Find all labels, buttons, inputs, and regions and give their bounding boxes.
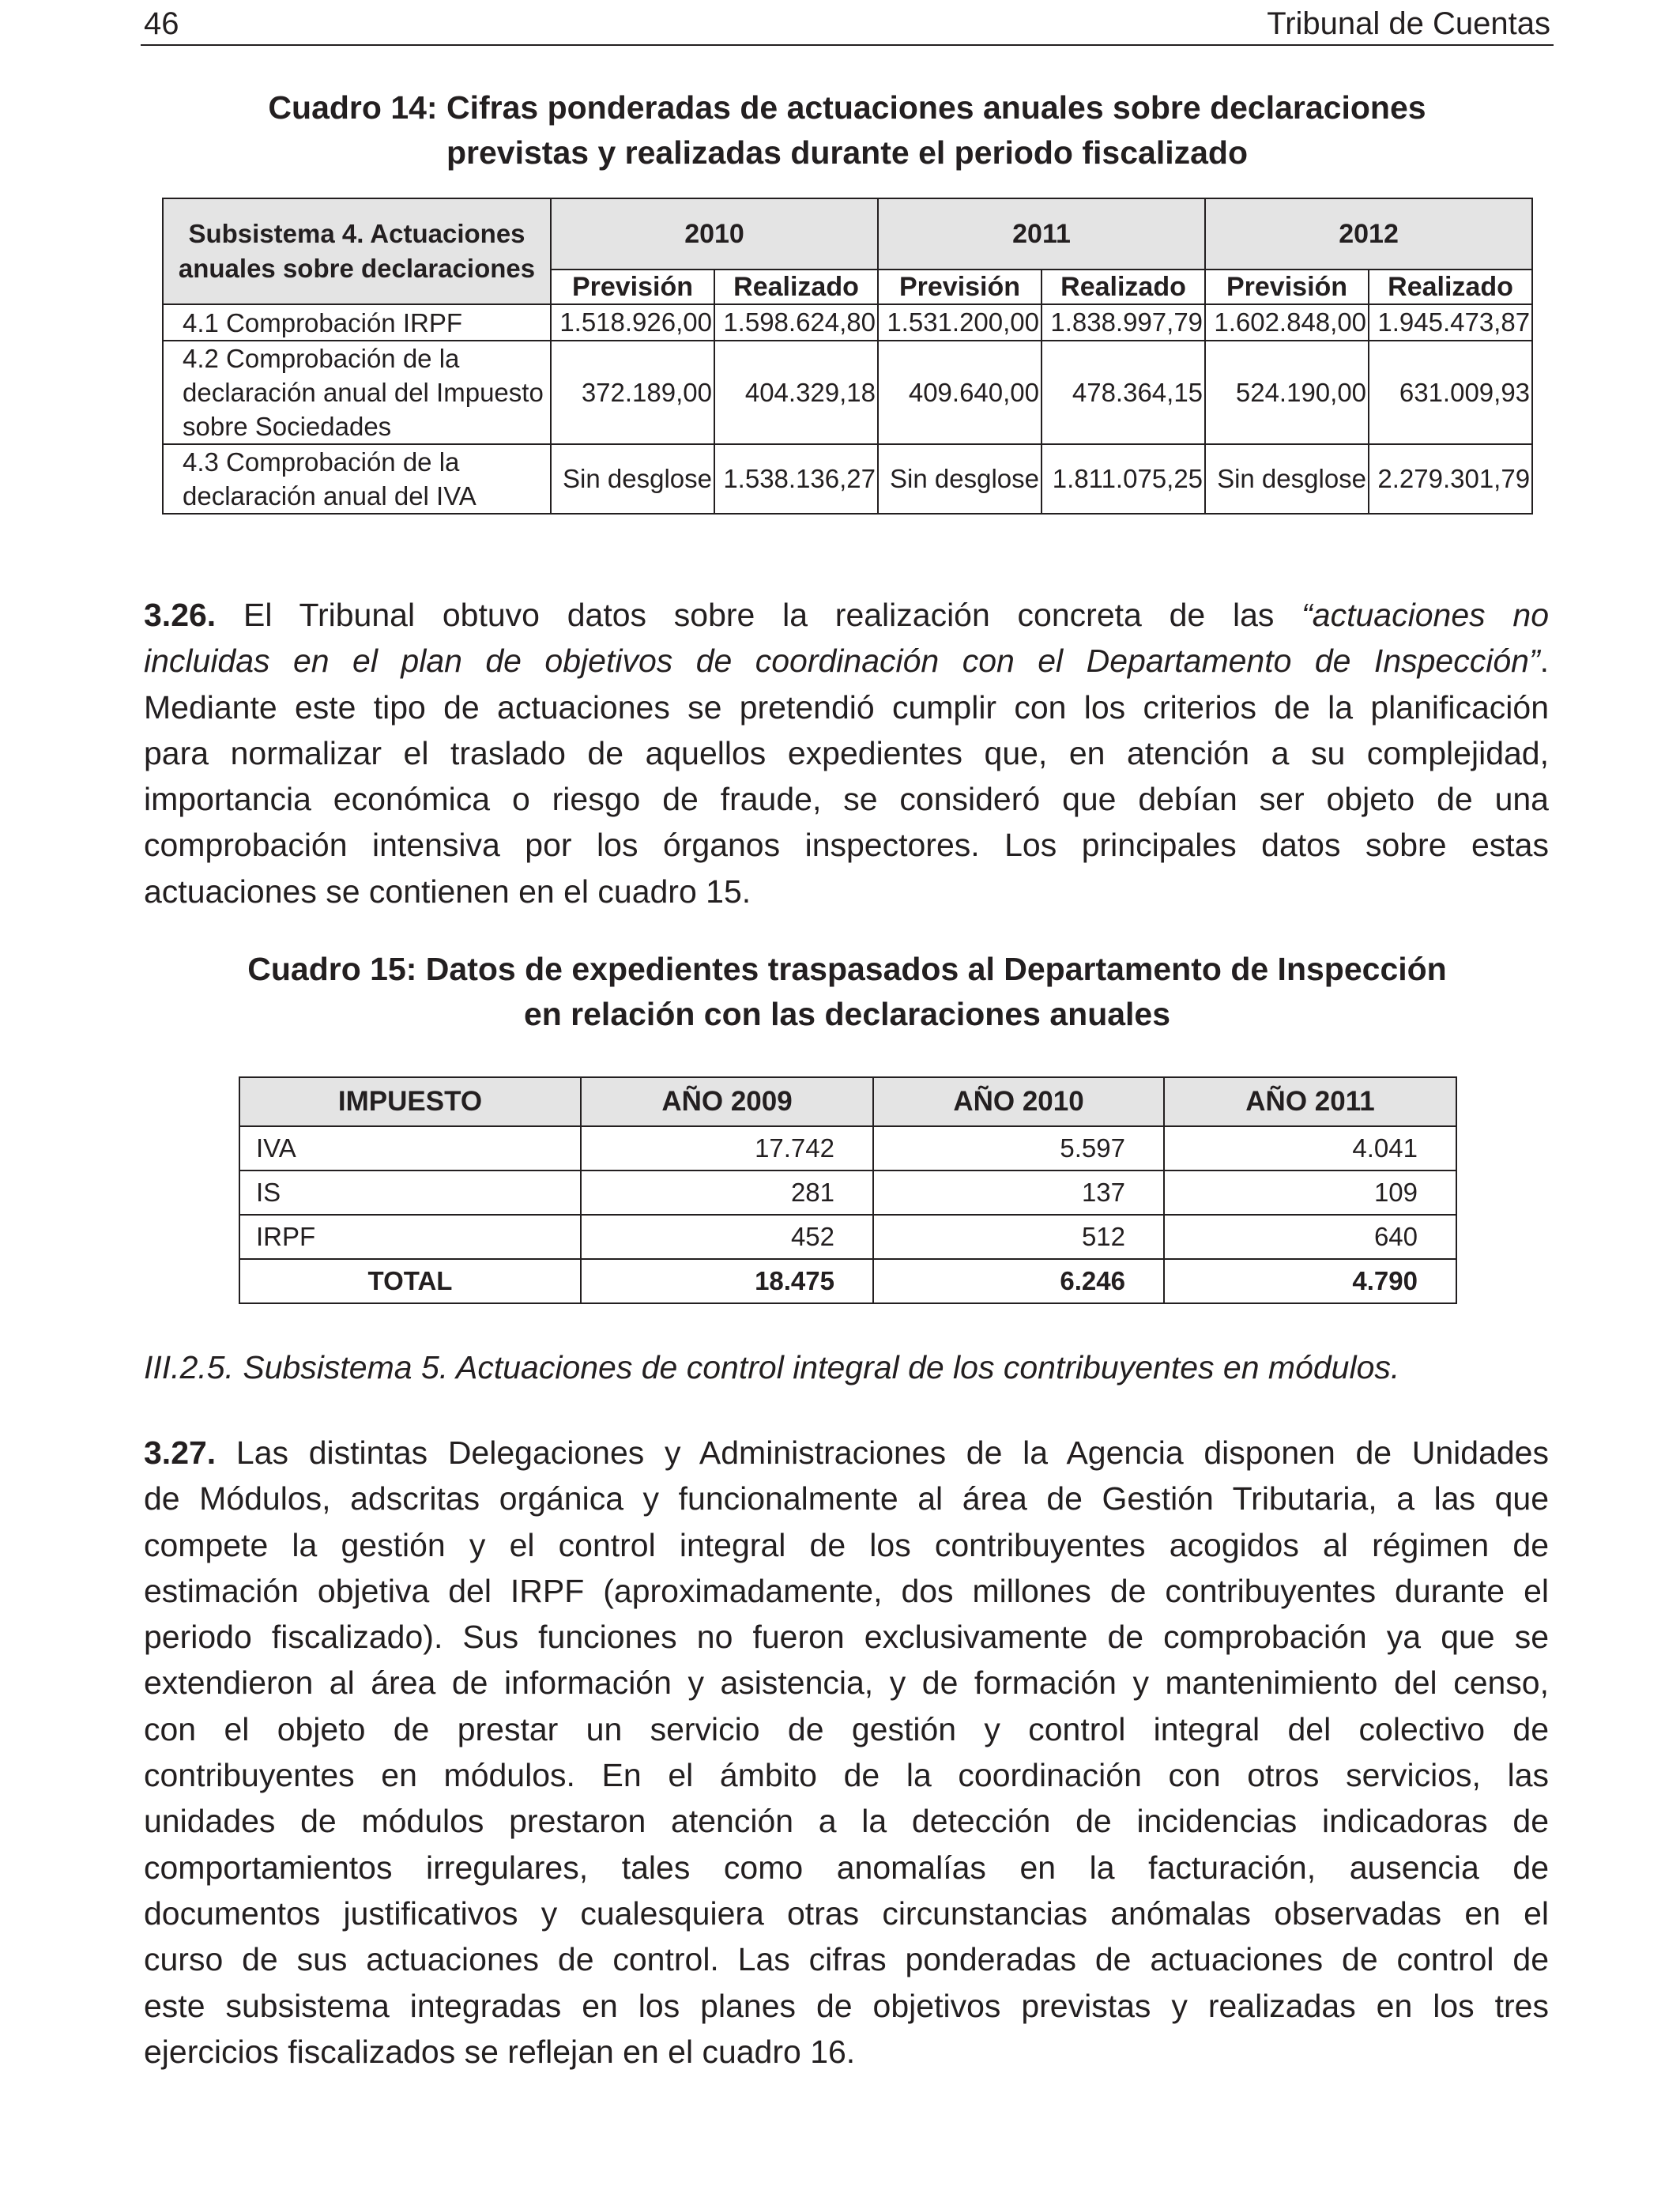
table14-row: [163, 341, 1532, 444]
table14-row-header-line2: anuales sobre declaraciones: [178, 254, 536, 283]
table14-col-header: Realizado: [714, 270, 878, 304]
text-line: periodo fiscalizado). Sus funciones no fueron exclusivamente de comprobación ya que se: [144, 1619, 1549, 1656]
text-line: actuaciones se contienen en el cuadro 15.: [144, 873, 751, 910]
table14-cell: Sin desglose: [1205, 444, 1369, 514]
text-line: con el objeto de prestar un servicio de gestión y control integral del colectivo de: [144, 1710, 1549, 1747]
table14-cell: Sin desglose: [878, 444, 1042, 514]
table15-total-label: TOTAL: [239, 1259, 581, 1303]
table15-col-header: AÑO 2009: [581, 1077, 873, 1126]
table15-caption: [141, 947, 1554, 1037]
table14-caption: [141, 85, 1554, 175]
table15-cell: 512: [873, 1215, 1164, 1259]
table14-col-header: Realizado: [1369, 270, 1532, 304]
text-line: estimación objetiva del IRPF (aproximadamente, dos millones de contribuyentes durante el: [144, 1572, 1549, 1609]
table14-cell: 1.945.473,87: [1369, 304, 1532, 341]
row-label-line: 4.3 Comprobación de la: [183, 447, 460, 477]
table15-cell: 109: [1164, 1171, 1456, 1215]
text-line: de Módulos, adscritas orgánica y funcionalmente al área de Gestión Tributaria, a las que: [144, 1480, 1549, 1517]
table14-cell: 1.602.848,00: [1205, 304, 1369, 341]
table15-total-cell: 6.246: [873, 1259, 1164, 1303]
table15-cell: 4.041: [1164, 1126, 1456, 1171]
table15-row: [239, 1215, 1456, 1259]
table15-cell: 137: [873, 1171, 1164, 1215]
table14-cell: 631.009,93: [1369, 341, 1532, 444]
table15-total-cell: 18.475: [581, 1259, 873, 1303]
row-label-line: 4.2 Comprobación de la: [183, 344, 460, 373]
table14-row-header: [163, 198, 551, 304]
table15-row-label: IRPF: [239, 1215, 581, 1259]
table14-cell: 1.538.136,27: [714, 444, 878, 514]
row-label-line: sobre Sociedades: [183, 412, 392, 441]
table15-col-header: IMPUESTO: [239, 1077, 581, 1126]
table14-cell: 1.531.200,00: [878, 304, 1042, 341]
quoted-text: “actuaciones no: [1301, 597, 1549, 633]
text-line: curso de sus actuaciones de control. Las cifras ponderadas de actuaciones de control de: [144, 1941, 1549, 1978]
table15-row-label: IVA: [239, 1126, 581, 1171]
row-label-line: 4.1 Comprobación IRPF: [183, 307, 462, 337]
header-rule: [141, 44, 1554, 46]
table14-cell: 404.329,18: [714, 341, 878, 444]
table14-cell: 2.279.301,79: [1369, 444, 1532, 514]
text-line: unidades de módulos prestaron atención a la detección de incidencias indicadoras de: [144, 1803, 1549, 1840]
table15: [239, 1076, 1457, 1304]
table14-row-label: [163, 444, 551, 514]
text-span: Las distintas Delegaciones y Administraciones de la Agencia disponen de Unidades: [235, 1434, 1549, 1471]
paragraph-number: 3.26.: [144, 597, 217, 633]
table14-col-header: Previsión: [551, 270, 714, 304]
text-span: .: [1539, 643, 1549, 680]
table14-row: [163, 444, 1532, 514]
paragraph-3-26: [144, 592, 1549, 914]
quoted-text: incluidas en el plan de objetivos de coordinación con el Departamento de Inspección”: [144, 643, 1540, 680]
table14-cell: 1.598.624,80: [714, 304, 878, 341]
row-label-line: declaración anual del IVA: [183, 481, 477, 511]
row-label-line: declaración anual del Impuesto: [183, 378, 544, 407]
table14-cell: 1.518.926,00: [551, 304, 714, 341]
text-line: para normalizar el traslado de aquellos expedientes que, en atención a su complejidad,: [144, 734, 1549, 771]
table15-total-cell: 4.790: [1164, 1259, 1456, 1303]
table14-cell: Sin desglose: [551, 444, 714, 514]
table15-cell: 17.742: [581, 1126, 873, 1171]
text-span: El Tribunal obtuvo datos sobre la realización concreta de las: [243, 597, 1302, 633]
table15-row: [239, 1171, 1456, 1215]
table14-row-label: [163, 304, 551, 341]
table15-cell: 452: [581, 1215, 873, 1259]
table15-col-header: AÑO 2011: [1164, 1077, 1456, 1126]
table15-col-header: AÑO 2010: [873, 1077, 1164, 1126]
table14-col-header: Realizado: [1042, 270, 1205, 304]
table14-col-header: Previsión: [1205, 270, 1369, 304]
table14-year-header: 2010: [551, 198, 878, 270]
table15-row-label: IS: [239, 1171, 581, 1215]
section-heading: III.2.5. Subsistema 5. Actuaciones de control integral de los contribuyentes en módulos.: [144, 1349, 1400, 1385]
text-line: contribuyentes en módulos. En el ámbito de la coordinación con otros servicios, las: [144, 1757, 1549, 1794]
text-line: compete la gestión y el control integral de los contribuyentes acogidos al régimen de: [144, 1526, 1549, 1563]
table14-row-header-line1: Subsistema 4. Actuaciones: [188, 219, 525, 248]
page-number: 46: [144, 6, 179, 41]
table14-cell: 372.189,00: [551, 341, 714, 444]
table14-cell: 409.640,00: [878, 341, 1042, 444]
table15-cell: 640: [1164, 1215, 1456, 1259]
text-line: Mediante este tipo de actuaciones se pretendió cumplir con los criterios de la planificación: [144, 688, 1549, 726]
text-line: este subsistema integradas en los planes de objetivos previstas y realizadas en los tres: [144, 1987, 1549, 2024]
table14-cell: 1.811.075,25: [1042, 444, 1205, 514]
text-line: importancia económica o riesgo de fraude, se consideró que debían ser objeto de una: [144, 781, 1549, 818]
table14: [162, 198, 1533, 515]
table14-cell: 524.190,00: [1205, 341, 1369, 444]
table14-caption-line1: Cuadro 14: Cifras ponderadas de actuaciones anuales sobre declaraciones: [268, 89, 1426, 126]
table14-cell: 1.838.997,79: [1042, 304, 1205, 341]
paragraph-number: 3.27.: [144, 1434, 217, 1471]
table14-caption-line2: previstas y realizadas durante el periodo fiscalizado: [446, 134, 1248, 171]
running-title: Tribunal de Cuentas: [1267, 6, 1550, 41]
table14-year-header: 2011: [878, 198, 1205, 270]
table14-col-header: Previsión: [878, 270, 1042, 304]
paragraph-3-27: [144, 1430, 1549, 2075]
text-line: comprobación intensiva por los órganos inspectores. Los principales datos sobre estas: [144, 827, 1549, 864]
table15-row: [239, 1126, 1456, 1171]
table14-cell: 478.364,15: [1042, 341, 1205, 444]
table14-row: [163, 304, 1532, 341]
table15-total-row: [239, 1259, 1456, 1303]
table15-caption-line1: Cuadro 15: Datos de expedientes traspasados al Departamento de Inspección: [247, 951, 1447, 987]
table14-row-label: [163, 341, 551, 444]
table14-year-header: 2012: [1205, 198, 1532, 270]
text-line: ejercicios fiscalizados se reflejan en el cuadro 16.: [144, 2033, 856, 2070]
table15-caption-line2: en relación con las declaraciones anuales: [523, 996, 1171, 1032]
text-line: extendieron al área de información y asistencia, y de formación y mantenimiento del censo,: [144, 1664, 1549, 1702]
table15-cell: 5.597: [873, 1126, 1164, 1171]
text-line: documentos justificativos y cualesquiera otras circunstancias anómalas observadas en el: [144, 1894, 1549, 1932]
text-line: comportamientos irregulares, tales como anomalías en la facturación, ausencia de: [144, 1849, 1549, 1886]
table15-cell: 281: [581, 1171, 873, 1215]
